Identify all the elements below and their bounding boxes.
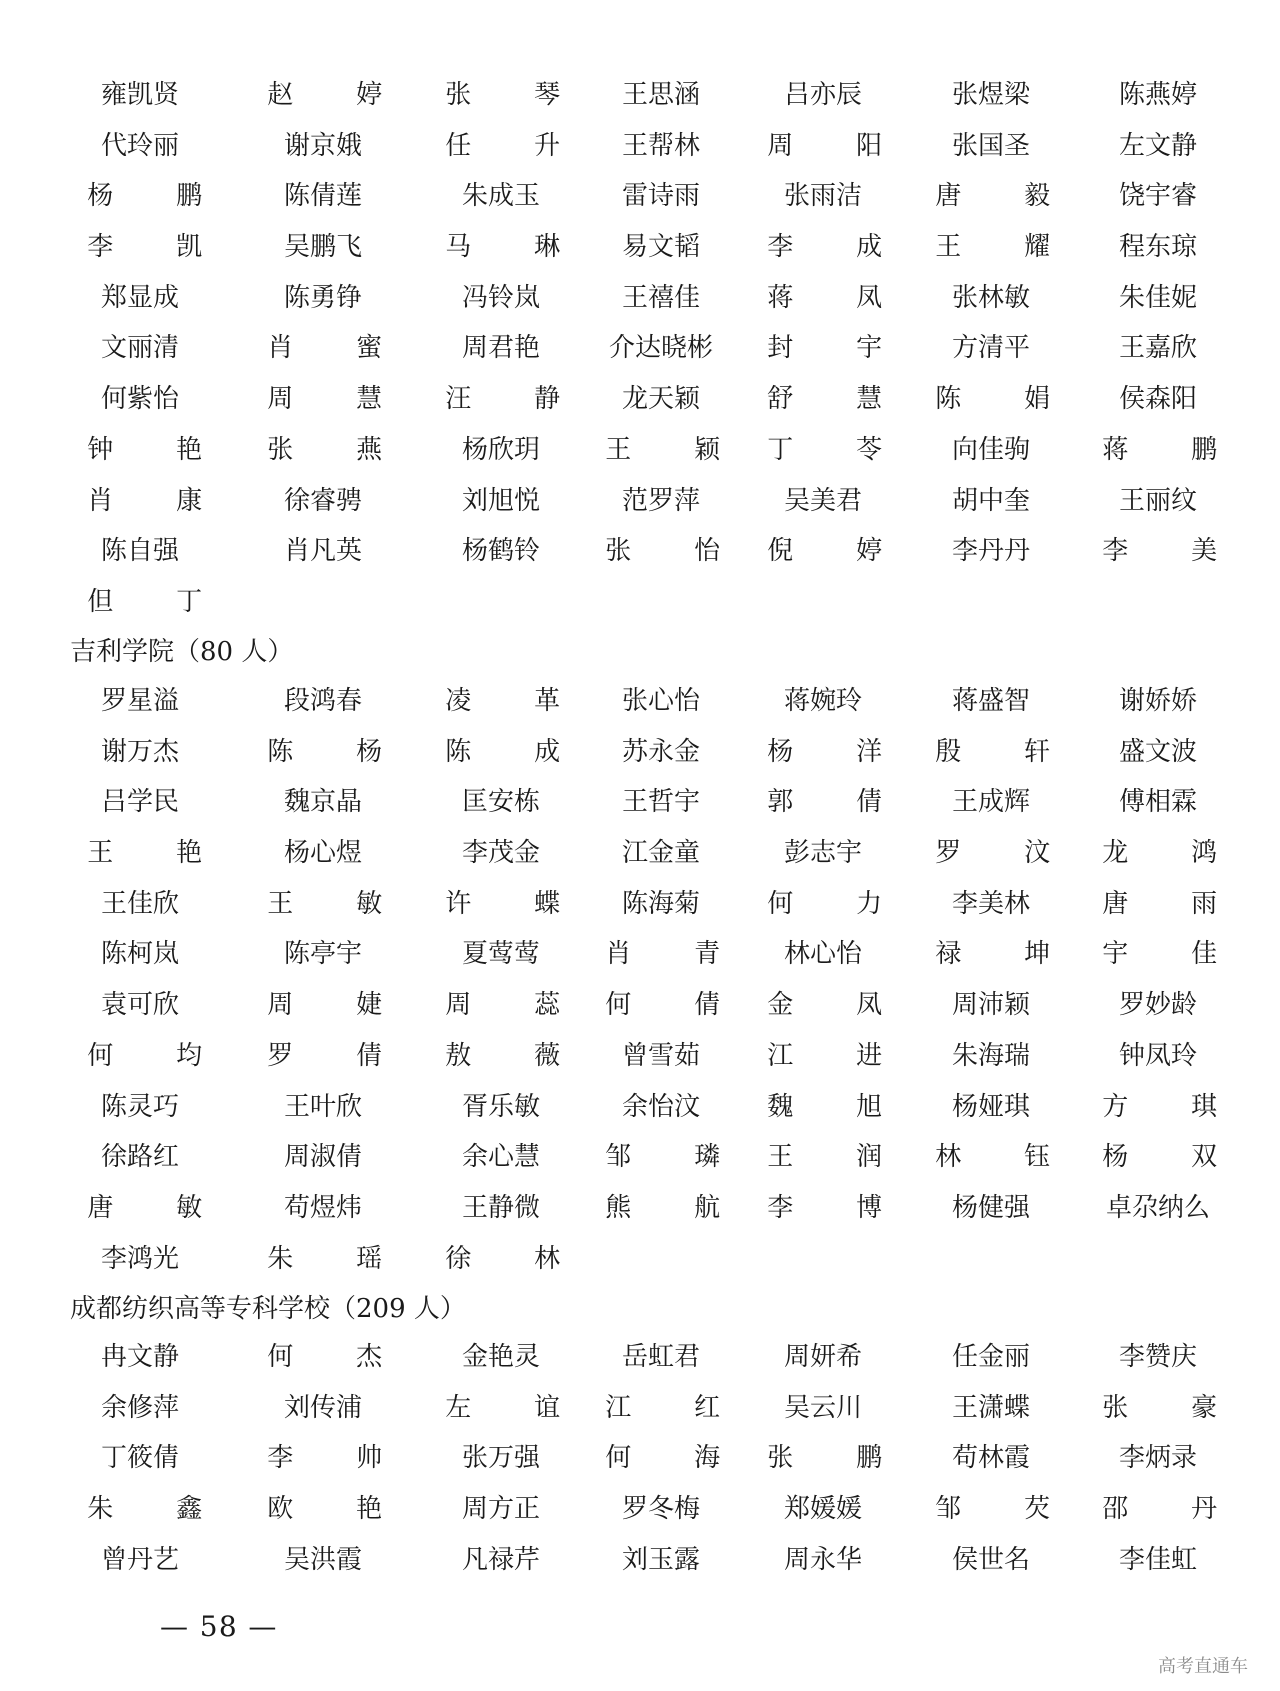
student-name: 陈倩莲 [283, 181, 362, 212]
name-row [0, 1132, 1280, 1183]
student-name: 徐睿骋 [283, 485, 362, 516]
student-name: 凌 革 [445, 686, 588, 716]
student-name: 杨 洋 [767, 736, 910, 767]
student-name: 邹 璘 [605, 1142, 748, 1173]
student-name: 敖 薇 [445, 1040, 588, 1071]
student-name: 刘玉露 [621, 1544, 700, 1575]
student-name: 钟凤玲 [1118, 1040, 1197, 1071]
student-name: 代玲丽 [100, 130, 179, 161]
student-name: 邵 丹 [1102, 1494, 1245, 1525]
student-name: 杨健强 [951, 1192, 1030, 1223]
student-name: 肖 蜜 [267, 333, 410, 364]
student-name: 杨 鹏 [87, 181, 230, 212]
student-name: 朱成玉 [461, 181, 540, 212]
student-name: 陈 成 [445, 736, 588, 767]
student-name: 陈海菊 [621, 888, 700, 919]
student-name: 马 琳 [445, 232, 588, 263]
student-name: 郑媛媛 [783, 1494, 862, 1525]
student-name: 金艳灵 [461, 1342, 540, 1372]
student-name: 何 倩 [605, 990, 748, 1021]
student-name: 唐 毅 [935, 181, 1078, 212]
name-row [0, 577, 1280, 628]
student-name: 陈 杨 [267, 736, 410, 767]
student-name: 余修萍 [100, 1392, 179, 1423]
student-name: 侯世名 [951, 1544, 1030, 1575]
name-row [0, 121, 1280, 172]
student-name: 龙天颖 [621, 384, 700, 415]
student-name: 朱 鑫 [87, 1494, 230, 1525]
name-list-jili [0, 676, 1280, 1284]
name-row [0, 476, 1280, 527]
student-name: 江 进 [767, 1040, 910, 1071]
student-name: 魏京晶 [283, 787, 362, 818]
student-name: 谢娇娇 [1118, 686, 1197, 716]
student-name: 刘传浦 [283, 1392, 362, 1423]
student-name: 邹 芡 [935, 1494, 1078, 1525]
student-name: 饶宇睿 [1118, 181, 1197, 212]
student-name: 周淑倩 [283, 1142, 362, 1173]
student-name: 肖 青 [605, 939, 748, 970]
student-name: 陈 娟 [935, 384, 1078, 415]
student-name: 何 杰 [267, 1342, 410, 1372]
student-name: 王嘉欣 [1118, 333, 1197, 364]
student-name: 但 丁 [87, 586, 230, 617]
student-name: 袁可欣 [100, 990, 179, 1021]
student-name: 程东琼 [1118, 232, 1197, 263]
student-name: 张林敏 [951, 282, 1030, 313]
student-name: 张煜梁 [951, 80, 1030, 110]
student-name: 张 鹏 [767, 1443, 910, 1474]
student-name: 王哲宇 [621, 787, 700, 818]
name-row [0, 374, 1280, 425]
student-name: 王 润 [767, 1142, 910, 1173]
student-name: 周永华 [783, 1544, 862, 1575]
student-name: 李 博 [767, 1192, 910, 1223]
student-name: 张心怡 [621, 686, 700, 716]
name-row [0, 1535, 1280, 1586]
student-name: 曾雪茹 [621, 1040, 700, 1071]
student-name: 冉文静 [100, 1342, 179, 1372]
name-row [0, 273, 1280, 324]
name-row [0, 323, 1280, 374]
student-name: 方 琪 [1102, 1091, 1245, 1122]
student-name: 吕亦辰 [783, 80, 862, 110]
student-name: 周君艳 [461, 333, 540, 364]
student-name: 盛文波 [1118, 736, 1197, 767]
student-name: 肖凡英 [283, 536, 362, 567]
student-name: 李 美 [1102, 536, 1245, 567]
student-name: 李 成 [767, 232, 910, 263]
student-name: 陈亭宇 [283, 939, 362, 970]
student-name: 匡安栋 [461, 787, 540, 818]
name-row [0, 222, 1280, 273]
student-name: 郭 倩 [767, 787, 910, 818]
student-name: 李赞庆 [1118, 1342, 1197, 1372]
name-row [0, 676, 1280, 727]
student-name: 张 燕 [267, 434, 410, 465]
student-name: 李茂金 [461, 838, 540, 869]
student-name: 陈柯岚 [100, 939, 179, 970]
student-name: 周 蕊 [445, 990, 588, 1021]
name-row [0, 1332, 1280, 1383]
student-name: 吴洪霞 [283, 1544, 362, 1575]
student-name: 周妍希 [783, 1342, 862, 1372]
student-name: 周 婕 [267, 990, 410, 1021]
student-name: 周沛颖 [951, 990, 1030, 1021]
student-name: 舒 慧 [767, 384, 910, 415]
student-name: 王 敏 [267, 888, 410, 919]
name-row [0, 425, 1280, 476]
student-name: 余心慧 [461, 1142, 540, 1173]
name-row [0, 70, 1280, 121]
student-name: 任金丽 [951, 1342, 1030, 1372]
student-name: 罗冬梅 [621, 1494, 700, 1525]
student-name: 王 耀 [935, 232, 1078, 263]
name-row [0, 1082, 1280, 1133]
name-row [0, 171, 1280, 222]
student-name: 方清平 [951, 333, 1030, 364]
student-name: 苏永金 [621, 736, 700, 767]
student-name: 胡中奎 [951, 485, 1030, 516]
student-name: 禄 坤 [935, 939, 1078, 970]
student-name: 夏莺莺 [461, 939, 540, 970]
student-name: 张国圣 [951, 130, 1030, 161]
student-name: 冯铃岚 [461, 282, 540, 313]
student-name: 傅相霖 [1118, 787, 1197, 818]
student-name: 朱 瑶 [267, 1243, 410, 1274]
student-name: 吴鹏飞 [283, 232, 362, 263]
student-name: 李炳录 [1118, 1443, 1197, 1474]
student-name: 李丹丹 [951, 536, 1030, 567]
student-name: 杨娅琪 [951, 1091, 1030, 1122]
name-row [0, 1383, 1280, 1434]
student-name: 杨心煜 [283, 838, 362, 869]
student-name: 陈灵巧 [100, 1091, 179, 1122]
section-heading-chengdu-textile: 成都纺织高等专科学校（209 人） [70, 1294, 466, 1324]
student-name: 何 力 [767, 888, 910, 919]
student-name: 丁筱倩 [100, 1443, 179, 1474]
student-name: 林心怡 [783, 939, 862, 970]
student-name: 何紫怡 [100, 384, 179, 415]
name-row [0, 727, 1280, 778]
name-list-chengdu-textile [0, 1332, 1280, 1585]
student-name: 封 宇 [767, 333, 910, 364]
student-name: 苟林霞 [951, 1443, 1030, 1474]
name-row [0, 929, 1280, 980]
page-number: — 58 — [160, 1610, 278, 1643]
student-name: 李鸿光 [100, 1243, 179, 1274]
student-name: 王帮林 [621, 130, 700, 161]
student-name: 许 蝶 [445, 888, 588, 919]
name-row [0, 1234, 1280, 1285]
student-name: 罗 倩 [267, 1040, 410, 1071]
student-name: 蒋婉玲 [783, 686, 862, 716]
student-name: 陈勇铮 [283, 282, 362, 313]
student-name: 陈自强 [100, 536, 179, 567]
student-name: 易文韬 [621, 232, 700, 263]
student-name: 何 均 [87, 1040, 230, 1071]
student-name: 王潇蝶 [951, 1392, 1030, 1423]
student-name: 李 凯 [87, 232, 230, 263]
student-name: 汪 静 [445, 384, 588, 415]
student-name: 何 海 [605, 1443, 748, 1474]
student-name: 周方正 [461, 1494, 540, 1525]
student-name: 吴云川 [783, 1392, 862, 1423]
student-name: 欧 艳 [267, 1494, 410, 1525]
student-name: 李美林 [951, 888, 1030, 919]
student-name: 余怡汶 [621, 1091, 700, 1122]
student-name: 钟 艳 [87, 434, 230, 465]
student-name: 范罗萍 [621, 485, 700, 516]
name-row [0, 777, 1280, 828]
student-name: 谢万杰 [100, 736, 179, 767]
student-name: 介达晓彬 [608, 333, 713, 364]
student-name: 江 红 [605, 1392, 748, 1423]
student-name: 龙 鸿 [1102, 838, 1245, 869]
student-name: 卓尕纳么 [1105, 1192, 1210, 1223]
student-name: 谢京娥 [283, 130, 362, 161]
student-name: 魏 旭 [767, 1091, 910, 1122]
student-name: 苟煜炜 [283, 1192, 362, 1223]
student-name: 周 阳 [767, 130, 910, 161]
watermark-text: 高考直通车 [1158, 1656, 1248, 1676]
student-name: 杨鹤铃 [461, 536, 540, 567]
section-heading-jili: 吉利学院（80 人） [70, 637, 294, 667]
student-name: 陈燕婷 [1118, 80, 1197, 110]
student-name: 徐路红 [100, 1142, 179, 1173]
student-name: 彭志宇 [783, 838, 862, 869]
student-name: 左文静 [1118, 130, 1197, 161]
student-name: 雷诗雨 [621, 181, 700, 212]
student-name: 吕学民 [100, 787, 179, 818]
student-name: 曾丹艺 [100, 1544, 179, 1575]
student-name: 蒋 凤 [767, 282, 910, 313]
student-name: 杨 双 [1102, 1142, 1245, 1173]
student-name: 丁 苓 [767, 434, 910, 465]
student-name: 侯森阳 [1118, 384, 1197, 415]
student-name: 王静微 [461, 1192, 540, 1223]
student-name: 林 钰 [935, 1142, 1078, 1173]
student-name: 刘旭悦 [461, 485, 540, 516]
name-row [0, 526, 1280, 577]
name-row [0, 980, 1280, 1031]
student-name: 罗妙龄 [1118, 990, 1197, 1021]
student-name: 张万强 [461, 1443, 540, 1474]
student-name: 向佳驹 [951, 434, 1030, 465]
student-name: 雍凯贤 [100, 80, 179, 110]
student-name: 熊 航 [605, 1192, 748, 1223]
student-name: 王成辉 [951, 787, 1030, 818]
name-row [0, 1484, 1280, 1535]
student-name: 宇 佳 [1102, 939, 1245, 970]
student-name: 金 凤 [767, 990, 910, 1021]
student-name: 张 豪 [1102, 1392, 1245, 1423]
student-name: 肖 康 [87, 485, 230, 516]
student-name: 任 升 [445, 130, 588, 161]
student-name: 文丽清 [100, 333, 179, 364]
student-name: 杨欣玥 [461, 434, 540, 465]
name-row [0, 1183, 1280, 1234]
student-name: 江金童 [621, 838, 700, 869]
student-name: 王禧佳 [621, 282, 700, 313]
student-name: 段鸿春 [283, 686, 362, 716]
student-name: 周 慧 [267, 384, 410, 415]
student-name: 李 帅 [267, 1443, 410, 1474]
student-name: 王叶欣 [283, 1091, 362, 1122]
student-name: 蒋 鹏 [1102, 434, 1245, 465]
student-name: 张 怡 [605, 536, 748, 567]
student-name: 唐 敏 [87, 1192, 230, 1223]
student-name: 李佳虹 [1118, 1544, 1197, 1575]
student-name: 郑显成 [100, 282, 179, 313]
student-name: 王佳欣 [100, 888, 179, 919]
student-name: 罗 汶 [935, 838, 1078, 869]
student-name: 唐 雨 [1102, 888, 1245, 919]
student-name: 罗星溢 [100, 686, 179, 716]
student-name: 凡禄芹 [461, 1544, 540, 1575]
student-name: 赵 婷 [267, 80, 410, 110]
name-row [0, 1433, 1280, 1484]
name-list-continued [0, 70, 1280, 628]
student-name: 殷 轩 [935, 736, 1078, 767]
name-row [0, 1031, 1280, 1082]
student-name: 王 颖 [605, 434, 748, 465]
student-name: 王丽纹 [1118, 485, 1197, 516]
student-name: 张雨洁 [783, 181, 862, 212]
student-name: 徐 林 [445, 1243, 588, 1274]
student-name: 左 谊 [445, 1392, 588, 1423]
student-name: 王 艳 [87, 838, 230, 869]
student-name: 王思涵 [621, 80, 700, 110]
student-name: 岳虹君 [621, 1342, 700, 1372]
student-name: 胥乐敏 [461, 1091, 540, 1122]
name-row [0, 879, 1280, 930]
student-name: 倪 婷 [767, 536, 910, 567]
student-name: 朱佳妮 [1118, 282, 1197, 313]
name-row [0, 828, 1280, 879]
student-name: 朱海瑞 [951, 1040, 1030, 1071]
student-name: 吴美君 [783, 485, 862, 516]
student-name: 蒋盛智 [951, 686, 1030, 716]
student-name: 张 琴 [445, 80, 588, 110]
